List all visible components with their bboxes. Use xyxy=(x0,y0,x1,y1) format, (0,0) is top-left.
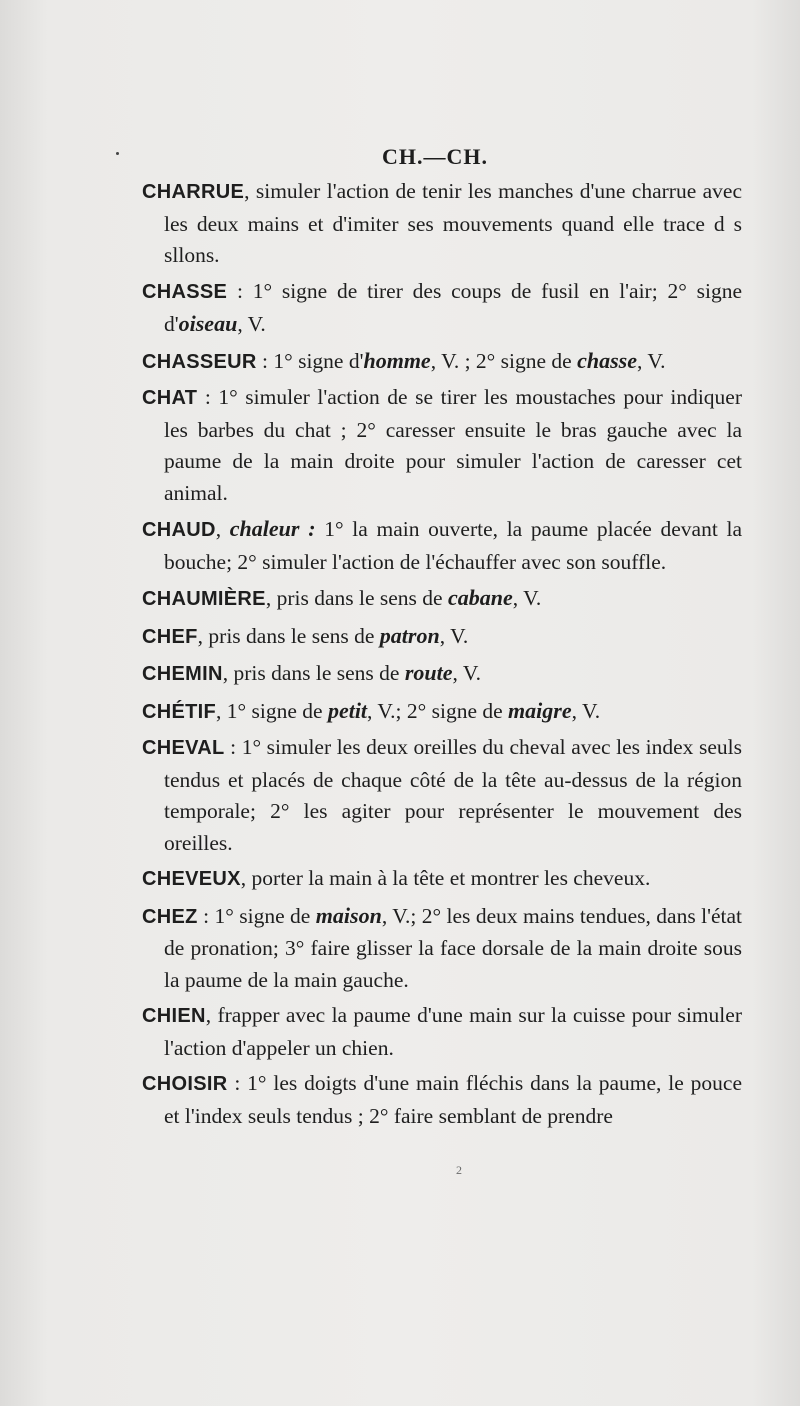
cross-reference: maigre xyxy=(508,697,572,723)
entry-chasseur xyxy=(142,345,742,379)
headword: CHIEN xyxy=(142,1005,206,1027)
headword: CHEZ xyxy=(142,905,198,928)
cross-reference: oiseau xyxy=(178,311,238,336)
dictionary-text xyxy=(142,176,742,1136)
headword: CHOISIR xyxy=(142,1073,228,1095)
entry-chaumiere xyxy=(142,582,742,616)
definition-text: , V.; 2° les deux mains tendues, dans l'état de pronation; 3° faire glisser la face dorsale de la main droite sous la paume de la main gauche. xyxy=(164,903,743,992)
definition-text: , xyxy=(215,517,230,541)
headword: CHARRUE xyxy=(142,181,245,203)
definition-text: : 1° simuler l'action de se tirer les moustaches pour indiquer les barbes du chat ; 2° caresser ensuite le bras gauche avec la paume de la main droite pour simuler l'action de caresser cet animal. xyxy=(164,385,742,505)
cross-reference: chaleur : xyxy=(229,516,316,541)
cross-reference: cabane xyxy=(447,585,513,610)
entry-chat xyxy=(142,382,742,509)
definition-text: , V. xyxy=(452,661,481,685)
entry-charrue xyxy=(142,176,742,272)
definition-text: : 1° signe de tirer des coups de fusil en l'air; 2° signe d' xyxy=(164,278,742,336)
definition-text: , V. ; 2° signe de xyxy=(430,348,578,373)
entry-chef xyxy=(142,620,742,654)
headword: CHASSEUR xyxy=(142,350,257,373)
headword: CHASSE xyxy=(142,280,228,303)
signature-mark: 2 xyxy=(456,1163,462,1177)
entry-chien xyxy=(142,1000,742,1064)
headword: CHEVAL xyxy=(142,737,225,759)
entry-chemin xyxy=(142,657,742,691)
headword: CHAT xyxy=(142,387,198,409)
entry-chez xyxy=(142,900,742,997)
definition-text: , V. xyxy=(636,348,666,373)
entry-cheveux xyxy=(142,863,742,896)
cross-reference: chasse xyxy=(577,347,637,373)
entry-chaud xyxy=(142,513,742,578)
headword: CHÉTIF xyxy=(142,700,217,723)
definition-text: , pris dans le sens de xyxy=(222,661,405,685)
headword: CHEMIN xyxy=(142,663,223,685)
cross-reference: homme xyxy=(363,347,431,373)
definition-text: : 1° signe d' xyxy=(256,348,364,373)
definition-text: : 1° les doigts d'une main fléchis dans la paume, le pouce et l'index seuls tendus ; 2° faire semblant de prendre xyxy=(164,1071,742,1128)
cross-reference: maison xyxy=(315,902,382,928)
definition-text: 1° la main ouverte, la paume placée devant la bouche; 2° simuler l'action de l'échauffer avec son souffle. xyxy=(164,517,742,574)
definition-text: : 1° signe de xyxy=(197,903,316,928)
entry-chetif xyxy=(142,695,742,729)
entry-chasse xyxy=(142,276,742,341)
definition-text: , V. xyxy=(237,312,266,336)
cross-reference: route xyxy=(404,660,453,685)
definition-text: : 1° simuler les deux oreilles du cheval avec les index seuls tendus et placés de chaque côté de la tête au-dessus de la région temporale; 2° les agiter pour représenter le mouvement des oreilles. xyxy=(164,735,742,855)
cross-reference: petit xyxy=(327,697,368,723)
definition-text: , V. xyxy=(439,623,469,648)
entry-choisir xyxy=(142,1068,742,1132)
headword: CHAUMIÈRE xyxy=(142,588,266,610)
definition-text: , V.; 2° signe de xyxy=(367,698,509,723)
headword: CHEVEUX xyxy=(142,868,241,890)
headword: CHAUD xyxy=(142,519,216,541)
definition-text: , V. xyxy=(571,698,601,723)
definition-text: , V. xyxy=(512,586,542,610)
definition-text: , simuler l'action de tenir les manches d'une charrue avec les deux mains et d'imiter ses mouvements quand elle trace d s sllons. xyxy=(164,179,742,267)
definition-text: , pris dans le sens de xyxy=(265,586,448,610)
headword: CHEF xyxy=(142,625,198,648)
running-header: CH.—CH. xyxy=(382,144,488,169)
entry-cheval xyxy=(142,732,742,859)
definition-text: , pris dans le sens de xyxy=(197,623,380,648)
cross-reference: patron xyxy=(379,622,440,648)
definition-text: , frapper avec la paume d'une main sur la cuisse pour simuler l'action d'appeler un chien. xyxy=(164,1003,742,1060)
definition-text: , 1° signe de xyxy=(216,698,328,723)
definition-text: , porter la main à la tête et montrer les cheveux. xyxy=(240,866,651,890)
